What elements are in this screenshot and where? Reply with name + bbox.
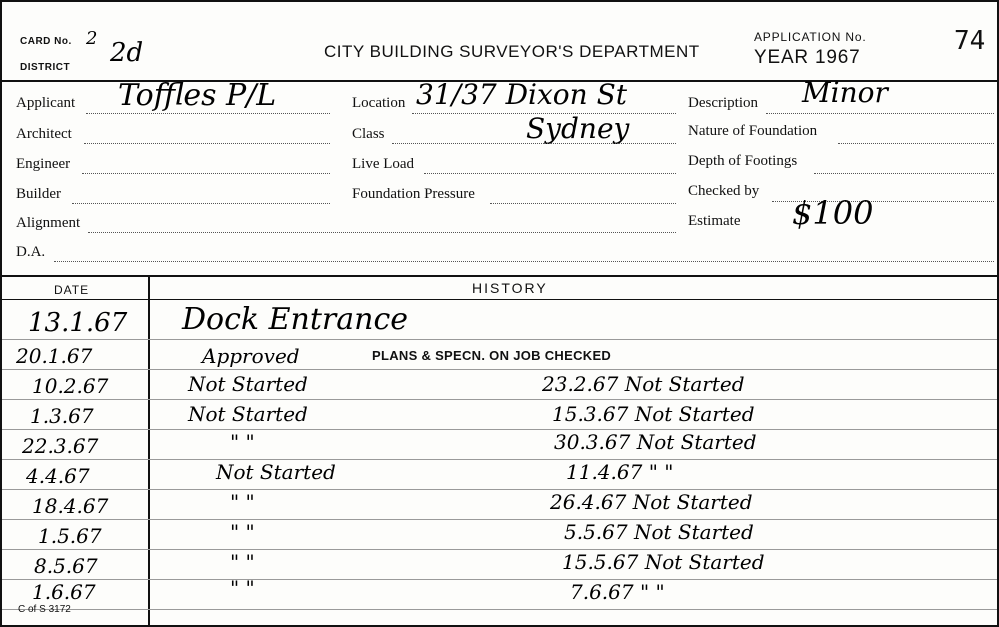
rule [2,429,997,430]
history-entry-left: Not Started [188,372,308,396]
history-entry-right: 26.4.67 Not Started [550,490,753,514]
live-load-label: Live Load [352,156,415,172]
class-label: Class [352,126,385,142]
rule [2,459,997,460]
header-underline [2,299,997,300]
form-code: C of S 3172 [18,604,71,615]
rule [2,339,997,340]
alignment-label: Alignment [16,215,81,231]
card-no-label: CARD No. [20,36,72,47]
history-entry-left: " " [230,576,255,600]
applicant-value: Toffles P/L [118,78,277,113]
history-entry-left: Not Started [216,460,336,484]
engineer-label: Engineer [16,156,71,172]
applicant-line [86,113,330,114]
history-entry-right: 30.3.67 Not Started [554,430,757,454]
application-number: 74 [954,26,986,56]
applicant-label: Applicant [16,95,76,111]
history-date: 22.3.67 [22,434,99,458]
nature-line [838,143,994,144]
history-date: 8.5.67 [34,554,98,578]
history-top-border [2,275,997,277]
history-date: 13.1.67 [28,308,128,338]
description-value: Minor [802,76,888,109]
nature-of-foundation-label: Nature of Foundation [688,123,818,139]
builder-label: Builder [16,186,61,202]
da-label: D.A. [16,244,46,260]
location-value-2: Sydney [526,112,630,145]
class-line [392,143,676,144]
rule [2,489,997,490]
rule [2,519,997,520]
district-label: DISTRICT [20,62,71,73]
history-date: 1.5.67 [38,524,102,548]
history-date: 4.4.67 [26,464,90,488]
history-date: 1.3.67 [30,404,94,428]
history-date: 1.6.67 [32,580,96,604]
year-label: YEAR 1967 [754,47,861,68]
rule [2,399,997,400]
rule [2,579,997,580]
history-entry-right: 11.4.67 " " [566,460,674,484]
architect-line [84,143,330,144]
alignment-line [88,232,676,233]
history-entry-left: " " [230,430,255,454]
estimate-label: Estimate [688,213,741,229]
rule [2,369,997,370]
da-line [54,261,994,262]
district-value: 2d [110,38,144,68]
history-entry-left: Approved [202,344,300,368]
history-entry-left: " " [230,550,255,574]
builder-line [72,203,330,204]
live-load-line [424,173,676,174]
history-header: HISTORY [472,280,548,296]
rule [2,609,997,610]
estimate-value: $100 [792,194,874,232]
foundation-pressure-label: Foundation Pressure [352,186,475,202]
history-entry-right: 23.2.67 Not Started [542,372,745,396]
history-entry-right: 15.3.67 Not Started [552,402,755,426]
history-date: 20.1.67 [16,344,93,368]
location-label: Location [352,95,406,111]
location-value: 31/37 Dixon St [416,78,628,111]
history-entry-right: 5.5.67 Not Started [564,520,754,544]
foundation-pressure-line [490,203,676,204]
date-header: DATE [54,283,90,297]
history-entry-left: " " [230,520,255,544]
history-entry-right: 7.6.67 " " [570,580,665,604]
engineer-line [82,173,330,174]
checked-by-label: Checked by [688,183,760,199]
application-label: APPLICATION No. [754,30,867,44]
card-no-value: 2 [86,28,98,49]
description-label: Description [688,95,758,111]
department-title: CITY BUILDING SURVEYOR'S DEPARTMENT [324,42,700,61]
depth-of-footings-label: Depth of Footings [688,153,798,169]
history-entry-left: " " [230,490,255,514]
date-column-divider [148,277,150,625]
architect-label: Architect [16,126,72,142]
description-line [766,113,994,114]
plans-checked-stamp: PLANS & SPECN. ON JOB CHECKED [372,348,612,363]
history-date: 10.2.67 [32,374,109,398]
history-entry-left: Not Started [188,402,308,426]
depth-line [814,173,994,174]
rule [2,549,997,550]
history-entry-left: Dock Entrance [182,302,409,337]
history-date: 18.4.67 [32,494,109,518]
history-entry-right: 15.5.67 Not Started [562,550,765,574]
